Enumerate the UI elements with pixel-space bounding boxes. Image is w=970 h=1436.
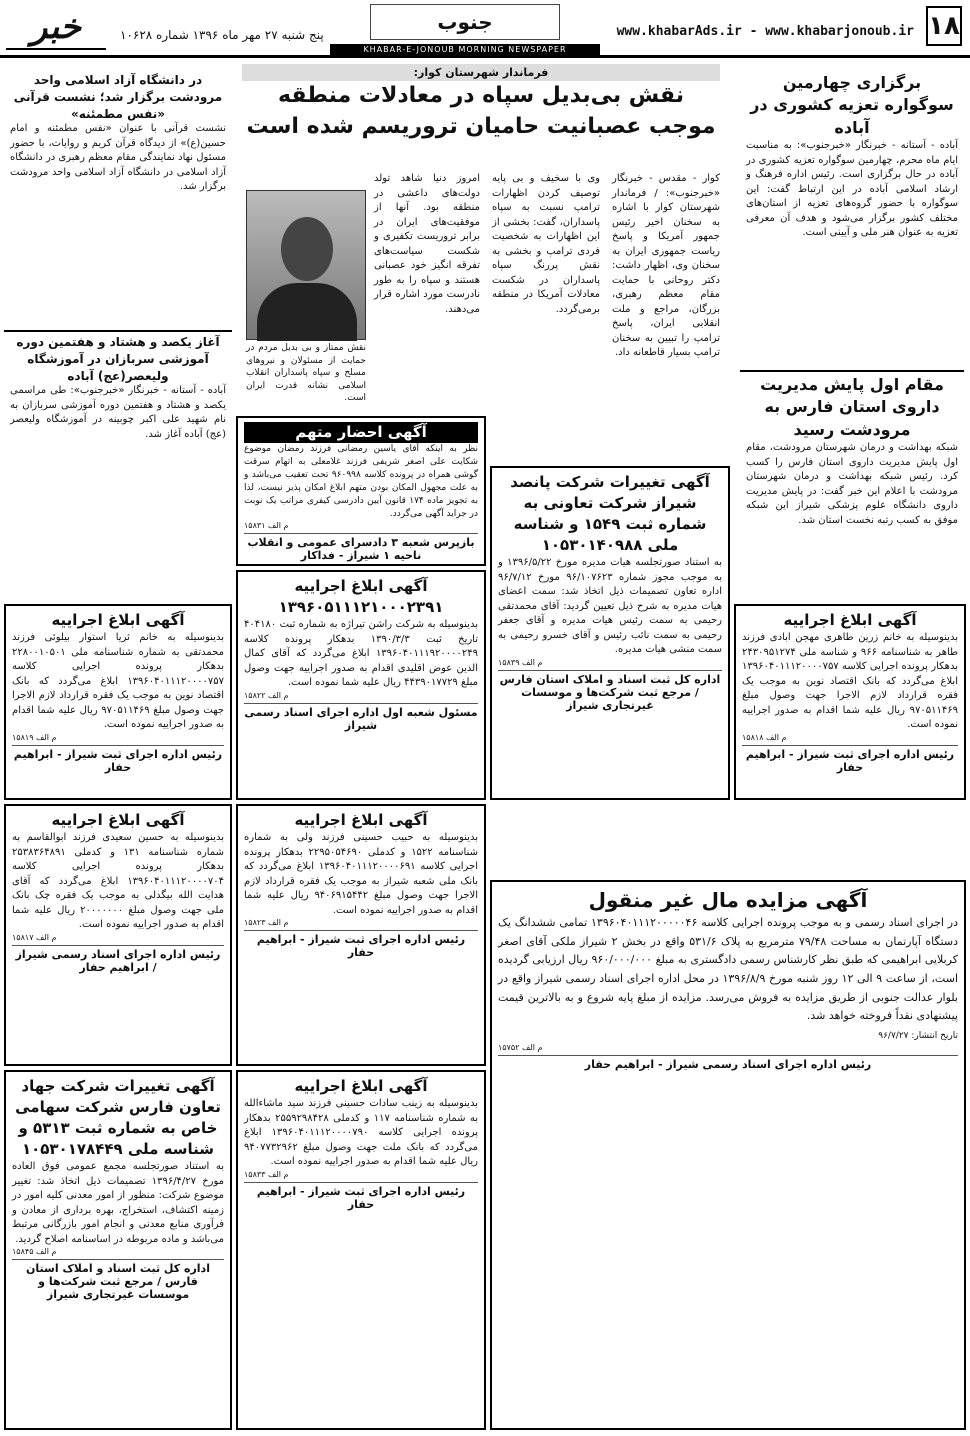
- ad-body: بدینوسیله به خانم ثریا استوار بیلوئی فرزند محمدتقی به شماره شناسنامه ملی ۲۲۸۰۰۱۰۵۰۱ بدهکار پرونده اجرایی کلاسه ۱۳۹۶۰۴۰۱۱۱۲۰۰۰۰۷۵۷ ابلاغ می‌گردد که بانک اقتصاد نوین به موجب یک فقره قرارداد لازم الاجرا جهت وصول مبلغ ۹۷۰۵۱۱۴۶۹ ریال علیه شما اقدام به صدور اجراییه نموده است.: [12, 632, 225, 730]
- ad-code: ۱۵۸۳۹ م الف: [498, 657, 543, 667]
- lead-kicker: فرماندار شهرستان کوار:: [242, 64, 720, 81]
- ad-signature: رئیس اداره اجرای ثبت شیراز - ابراهیم حفار: [244, 930, 478, 959]
- ad-date: تاریخ انتشار: ۹۶/۷/۲۷: [878, 1031, 958, 1042]
- lead-headline-1: نقش بی‌بدیل سپاه در معادلات منطقه: [278, 83, 684, 108]
- lead-col-2: وی با سخیف و بی پایه توصیف کردن اظهارات ترامپ نسبت به سپاه پاسداران، گفت: بخشی از این اظهارات به شخصیت فردی ترامپ و بخشی به نقش پررنگ سپاه پاسداران در شکست معادلات آمریکا در منطقه برمی‌گردد.: [492, 173, 600, 315]
- ad-summons: [236, 416, 486, 566]
- lead-headline-2: موجب عصبانیت حامیان تروریسم شده است: [246, 113, 716, 139]
- ad-title: آگهی ابلاغ اجراییه: [294, 1077, 428, 1095]
- ad-code: ۱۵۸۲۲ م الف: [244, 690, 289, 700]
- ad-signature: رئیس اداره اجرای اسناد رسمی شیراز / ابراهیم حفار: [12, 945, 224, 974]
- ad-exec-left: [4, 604, 232, 800]
- ad-title: آگهی ابلاغ اجراییه: [783, 611, 917, 629]
- ad-body: به استناد صورتجلسه مجمع عمومی فوق العاده مورخ ۱۳۹۶/۴/۲۷ تصمیمات ذیل اتخاذ شد: تغییر موضوع شرکت: منظور از امور معدنی کلیه امور در زمینه اکتشاف، استخراج، بهره برداری از معادن و فرآوری منابع معدنی و انجام امور بازرگانی مرتبط می‌باشد و ماده مربوطه در اساسنامه اصلاح گردید.: [12, 1161, 224, 1245]
- ad-signature: رئیس اداره اجرای اسناد رسمی شیراز - ابراهیم حفار: [498, 1055, 958, 1071]
- ad-title: آگهی ابلاغ اجراییه: [51, 811, 185, 829]
- ad-code: ۱۵۸۲۳ م الف: [244, 918, 289, 927]
- tagline: KHABAR-E-JONOUB MORNING NEWSPAPER: [330, 44, 600, 56]
- ad-code: ۱۵۸۱۸ م الف: [742, 732, 787, 742]
- ad-exec-center-3: [236, 1070, 486, 1430]
- ad-body: بدینوسیله به شرکت راشن تیراژه به شماره ثبت ۴۰۴۱۸۰ تاریخ ثبت ۱۳۹۰/۳/۳ بدهکار پرونده کلاسه ۱۳۹۶۰۴۰۱۱۱۹۲۰۰۰۰۲۴۹ ابلاغ می‌گردد که آقای کمال الدین عوض اقلیدی اقدام به صدور اجراییه جهت وصول مبلغ ۴۴۳۹۰۱۷۷۲۹ ریال علیه شما نموده است.: [244, 619, 479, 688]
- ad-title: آگهی تغییرات شرکت پانصد شیراز شرکت تعاونی به شماره ثبت ۱۵۴۹ و شناسه ملی ۱۰۵۳۰۱۴۰۹۸۸: [510, 473, 710, 554]
- ad-code: ۱۵۸۱۷ م الف: [12, 932, 57, 942]
- article-body: نشست قرآنی با عنوان «نفس مطمئنه و امام حسین(ع)» از دیدگاه قرآن کریم و روایات، با حضور مسئول نهاد نمایندگی مقام معظم رهبری در دانشگاه آزاد اسلامی در دانشگاه آزاد اسلامی واحد مرودشت برگزار شد.: [10, 123, 226, 193]
- site-url: www.khabarAds.ir - www.khabarjonoub.ir: [616, 24, 914, 39]
- ad-title: آگهی ابلاغ اجراییه: [51, 611, 185, 629]
- ad-auction: [490, 880, 966, 1430]
- article-title: آغاز یکصد و هشتاد و هفتمین دوره آموزشی سربازان در آموزشگاه ولیعصر(عج) آباده: [16, 335, 220, 383]
- ad-exec-left-2: [4, 804, 232, 1066]
- section-title: جنوب: [370, 4, 560, 40]
- article-soldiers: [4, 330, 232, 600]
- ad-title: آگهی ابلاغ اجراییه: [294, 811, 428, 829]
- ad-body: به استناد صورتجلسه هیات مدیره مورخ ۱۳۹۶/۵/۲۲ و به موجب مجوز شماره ۹۶/۱۰۷۶۲۳ مورخ ۹۶/۷/۱۲ اداره تعاون تصمیمات ذیل اتخاذ شد: سمت اعضای هیات مدیره به شرح ذیل تعیین گردید: آقای محمدتقی رحیمی به سمت رئیس هیات مدیره و آقای جعفر رحیمی به سمت نائب رئیس و آقای خسرو رحیمی به سمت منشی هیات مدیره.: [498, 557, 722, 655]
- article-quran: [4, 70, 232, 320]
- ad-body: نظر به اینکه آقای یاسین رمضانی فرزند رمضان موضوع شکایت علی اصغر شریفی فرزند غلامعلی به اتهام سرقت گوشی همراه در پرونده کلاسه ۹۶۰۹۹۸ تحت تعقیب می‌باشد و به علت مجهول المکان بودن متهم ابلاغ امکان پذیر نیست، لذا به تجویز ماده ۱۷۴ قانون آیین دادرسی کیفری مراتب یک نوبت در جراید آگهی می‌گردد.: [244, 444, 478, 520]
- ad-body: بدینوسیله به خانم زرین طاهری مهجن ابادی فرزند طاهر به شناسنامه ۹۶۶ و شناسه ملی ۲۴۳۰۹۵۱۲۷۴ بدهکار پرونده اجرایی کلاسه ۱۳۹۶۰۴۰۱۱۱۲۰۰۰۰۷۵۷ ابلاغ می‌گردد که بانک اقتصاد نوین به موجب یک فقره قرارداد لازم الاجرا جهت وصول مبلغ ۹۷۰۵۱۱۴۶۹ ریال علیه شما اقدام به صدور اجراییه نموده است.: [742, 632, 958, 730]
- article-body: آباده - آستانه - خبرنگار «خبرجنوب»: به مناسبت ایام ماه محرم، چهارمین سوگواره تعزیه کشوری در آباده در حال برگزاری است. رئیس اداره فرهنگ و ارشاد اسلامی آباده در این ارتباط گفت: این سوگواره با حضور گروه‌های تعزیه از استان‌های مختلف کشور برگزار می‌شود و هدف آن معرفی تعزیه به عنوان هنر ملی و آیینی است.: [746, 140, 958, 239]
- ad-code: ۱۵۸۳۳ م الف: [244, 1169, 289, 1179]
- lead-col-1: کوار - مقدس - خبرنگار «خبرجنوب»: / فرماندار شهرستان کوار با اشاره به سخنان اخیر رئیس جمهور آمریکا و پاسخ ریاست جمهوری ایران به سخنان وی، اظهار داشت: دکتر روحانی با حمایت مقام معظم رهبری، بزرگان، مراجع و ملت انقلابی ایران، پاسخ ترامپ را تبیین به سخنان ترامپ بسیار قاطعانه داد.: [612, 173, 720, 358]
- ad-title: آگهی احضار متهم: [244, 422, 478, 443]
- ad-signature: مسئول شعبه اول اداره اجرای اسناد رسمی شیراز: [244, 703, 478, 732]
- ad-body: بدینوسیله به حبیب حسینی فرزند ولی به شماره شناسنامه ۱۵۲۲ و کدملی ۲۲۹۵۰۵۴۶۹۰ بدهکار پرونده اجرایی کلاسه ۱۳۹۶۰۴۰۱۱۱۲۰۰۰۰۶۹۱ ابلاغ می‌گردد که بانک ملی شعبه شیراز به موجب یک فقره قرارداد لازم الاجرا جهت وصول مبلغ ۹۴۰۶۹۱۵۴۴۲ ریال علیه شما اقدام به صدور اجراییه نموده است.: [244, 832, 479, 916]
- ad-title: آگهی تغییرات شرکت جهاد تعاون فارس شرکت سهامی خاص به شماره ثبت ۵۳۱۳ و شناسه ملی ۱۰۵۳۰۱۷۸۴۴۹: [15, 1077, 221, 1158]
- ad-signature: رئیس اداره اجرای ثبت شیراز - ابراهیم حفار: [244, 1182, 478, 1211]
- ad-company-changes: [4, 1070, 232, 1430]
- ad-code: ۱۵۸۳۱ م الف: [244, 521, 289, 531]
- article-pharmacy: [740, 370, 964, 600]
- ad-code: ۱۵۸۱۹ م الف: [12, 732, 57, 742]
- ad-title: آگهی ابلاغ اجراییه ۱۳۹۶۰۵۱۱۱۲۱۰۰۰۲۳۹۱: [278, 577, 444, 616]
- ad-code: ۱۵۸۴۵ م الف: [12, 1247, 57, 1256]
- article-title: در دانشگاه آزاد اسلامی واحد مرودشت برگزار شد؛ نشست قرآنی «نفس مطمئنه»: [13, 73, 223, 121]
- ad-body: بدینوسیله به حسین سعیدی فرزند ابوالقاسم به شماره شناسنامه ۱۳۱ و کدملی ۲۵۳۸۳۶۴۸۹۱ بدهکار پرونده اجرایی کلاسه ۱۳۹۶۰۴۰۱۱۱۲۰۰۰۰۷۰۴ ابلاغ می‌گردد که آقای هدایت الله بیگدلی به موجب یک فقره چک بانک ملی جهت وصول مبلغ ۲۰۰۰۰۰۰۰ ریال علیه شما اقدام به صدور اجراییه نموده است.: [12, 832, 225, 930]
- masthead: [0, 0, 970, 58]
- ad-exec-center-2: [236, 804, 486, 1066]
- ad-signature: رئیس اداره اجرای ثبت شیراز - ابراهیم حفار: [12, 745, 224, 774]
- ad-signature: بازپرس شعبه ۳ دادسرای عمومی و انقلاب ناحیه ۱ شیراز - فداکار: [244, 533, 478, 562]
- ad-title: آگهی مزایده مال غیر منقول: [588, 888, 868, 912]
- ad-code: ۱۵۷۵۲ م الف: [498, 1043, 543, 1053]
- ad-body: در اجرای اسناد رسمی و به موجب پرونده اجرایی کلاسه ۱۳۹۶۰۴۰۱۱۱۲۰۰۰۰۰۴۶ تمامی ششدانگ یک دستگاه آپارتمان به مساحت ۷۹/۴۸ مترمربع به پلاک ۵۳۱/۶ واقع در بخش ۲ شیراز ملکی آقای اصغر کربلایی ابراهیمی که طبق نظر کارشناس رسمی دادگستری به مبلغ ۹۶۰/۰۰۰/۰۰۰ ریال ارزیابی گردیده است، از ساعت ۹ الی ۱۲ روز شنبه مورخ ۱۳۹۶/۸/۹ در محل اداره اجرای اسناد رسمی شیراز واقع در بلوار عدالت جنوبی از طریق مزایده به فروش می‌رسد. مزایده از مبلغ پایه شروع و به بالاترین قیمت پیشنهادی نقداً فروخته خواهد شد.: [498, 916, 959, 1023]
- newspaper-logo: خبر: [6, 4, 106, 50]
- article-body: شبکه بهداشت و درمان شهرستان مرودشت، مقام اول پایش مدیریت داروی استان فارس را کسب کرد. رئیس شبکه بهداشت و درمان شهرستان مرودشت با اعلام این خبر گفت: در پایش مدیریت داروی دانشگاه علوم پزشکی شیراز این شبکه موفق به کسب رتبه نخست استان شد.: [746, 442, 958, 526]
- page-number: ۱۸: [926, 6, 962, 46]
- ad-signature: اداره کل ثبت اسناد و املاک استان فارس / مرجع ثبت شرکت‌ها و موسسات غیرتجاری شیراز: [498, 670, 722, 712]
- ad-signature: اداره کل ثبت اسناد و املاک استان فارس / مرجع ثبت شرکت‌ها و موسسات غیرتجاری شیراز: [12, 1259, 224, 1301]
- article-title: برگزاری چهارمین سوگواره تعزیه کشوری در آباده: [750, 73, 954, 137]
- ad-body: بدینوسیله به زینب سادات حسینی فرزند سید ماشاءالله به شماره شناسنامه ۱۱۷ و کدملی ۲۵۵۹۲۹۸۴۲۸ بدهکار پرونده اجرایی کلاسه ۱۳۹۶۰۴۰۱۱۱۲۰۰۰۰۷۹۰ ابلاغ می‌گردد که بانک ملت جهت وصول مبلغ ۹۴۰۷۷۳۲۹۶۲ ریال علیه شما اقدام به صدور اجراییه نموده است.: [244, 1098, 478, 1167]
- ad-exec-center: [236, 570, 486, 800]
- article-tazieh: [740, 70, 964, 360]
- ad-signature: رئیس اداره اجرای ثبت شیراز - ابراهیم حفار: [742, 745, 958, 774]
- article-title: مقام اول پایش مدیریت داروی استان فارس به مرودشت رسید: [760, 375, 944, 439]
- ad-coop-changes: [490, 466, 730, 800]
- ad-exec-right: [734, 604, 966, 800]
- dateline: پنج شنبه ۲۷ مهر ماه ۱۳۹۶ شماره ۱۰۶۲۸: [120, 28, 324, 42]
- photo-caption: نقش ممتاز و بی بدیل مردم در حمایت از مسئولان و نیروهای مسلح و سپاه پاسداران انقلاب اسلامی نشانه قدرت ایران است.: [246, 343, 366, 404]
- lead-col-3: امروز دنیا شاهد تولد دولت‌های داعشی در منطقه بود. آنها از موفقیت‌های ایران در برابر تروریست تکفیری و شکست سیاست‌های تفرقه انگیز خود عصبانی هستند و سپاه را به طور نادرست مورد اشاره قرار می‌دهند.: [374, 173, 480, 315]
- governor-photo: [246, 190, 366, 340]
- article-body: آباده - آستانه - خبرنگار «خبرجنوب»: طی مراسمی یکصد و هشتاد و هفتمین دوره آموزشی سربازان به نام شهید علی اکبر چوبینه در آموزشگاه ولیعصر (عج) آباده آغاز شد.: [10, 385, 226, 440]
